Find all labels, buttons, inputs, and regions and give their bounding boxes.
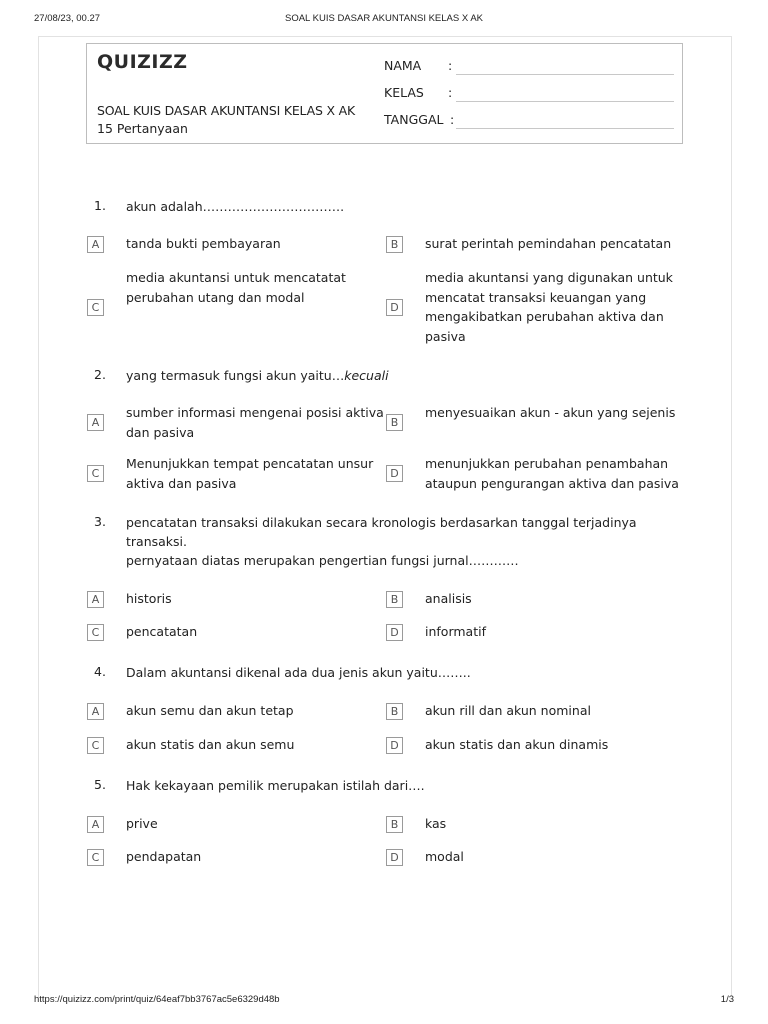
name-colon: : bbox=[448, 58, 453, 73]
option-b-text: menyesuaikan akun - akun yang sejenis bbox=[425, 405, 676, 420]
question-text bbox=[126, 366, 666, 385]
question-number: 4. bbox=[94, 664, 106, 679]
option-a-box[interactable]: A bbox=[87, 591, 104, 608]
option-d-box[interactable]: D bbox=[386, 624, 403, 641]
option-d-text: media akuntansi yang digunakan untuk mencatat transaksi keuangan yang mengakibatkan perubahan aktiva dan pasiva bbox=[425, 270, 673, 344]
quizizz-logo: QUIZIZZ bbox=[97, 51, 188, 73]
question-text: pencatatan transaksi dilakukan secara kronologis berdasarkan tanggal terjadinya transaksi. bbox=[126, 515, 637, 549]
print-title: SOAL KUIS DASAR AKUNTANSI KELAS X AK bbox=[285, 13, 483, 24]
option-b-box[interactable]: B bbox=[386, 703, 403, 720]
name-blank-line[interactable] bbox=[456, 74, 674, 75]
date-blank-line[interactable] bbox=[456, 128, 674, 129]
class-field bbox=[384, 85, 674, 103]
option-b-text: surat perintah pemindahan pencatatan bbox=[425, 236, 672, 251]
question-text-main: yang termasuk fungsi akun yaitu… bbox=[126, 368, 345, 383]
option-c-text: pendapatan bbox=[126, 849, 202, 864]
option-c-text: media akuntansi untuk mencatatat perubahan utang dan modal bbox=[126, 270, 346, 305]
option-a-text: historis bbox=[126, 591, 172, 606]
quiz-header-box bbox=[86, 43, 683, 144]
option-d-box[interactable]: D bbox=[386, 465, 403, 482]
option-b-text: akun rill dan akun nominal bbox=[425, 703, 591, 718]
option-c-text: Menunjukkan tempat pencatatan unsur aktiva dan pasiva bbox=[126, 456, 374, 491]
name-label: NAMA bbox=[384, 58, 422, 73]
option-d-text: menunjukkan perubahan penambahan ataupun pengurangan aktiva dan pasiva bbox=[425, 456, 679, 491]
option-a-box[interactable]: A bbox=[87, 703, 104, 720]
option-b-text: kas bbox=[425, 816, 447, 831]
option-c-box[interactable]: C bbox=[87, 299, 104, 316]
option-d-text: akun statis dan akun dinamis bbox=[425, 737, 609, 752]
class-label: KELAS bbox=[384, 85, 424, 100]
option-b-box[interactable]: B bbox=[386, 816, 403, 833]
option-d-text: informatif bbox=[425, 624, 486, 639]
question-text-line2: pernyataan diatas merupakan pengertian fungsi jurnal………… bbox=[126, 553, 519, 568]
question-text: Dalam akuntansi dikenal ada dua jenis akun yaitu…….. bbox=[126, 665, 471, 680]
option-d-box[interactable]: D bbox=[386, 849, 403, 866]
print-url: https://quizizz.com/print/quiz/64eaf7bb3767ac5e6329d48b bbox=[34, 994, 280, 1005]
question-number: 1. bbox=[94, 198, 106, 213]
class-colon: : bbox=[448, 85, 453, 100]
option-c-box[interactable]: C bbox=[87, 737, 104, 754]
option-a-box[interactable]: A bbox=[87, 816, 104, 833]
option-b-text: analisis bbox=[425, 591, 472, 606]
question-number: 5. bbox=[94, 777, 106, 792]
option-d-text: modal bbox=[425, 849, 464, 864]
option-d-box[interactable]: D bbox=[386, 299, 403, 316]
print-datetime: 27/08/23, 00.27 bbox=[34, 13, 101, 24]
option-a-text: sumber informasi mengenai posisi aktiva dan pasiva bbox=[126, 405, 384, 440]
option-b-box[interactable]: B bbox=[386, 414, 403, 431]
option-c-text: akun statis dan akun semu bbox=[126, 737, 295, 752]
print-page-number: 1/3 bbox=[720, 994, 734, 1005]
date-colon: : bbox=[450, 112, 455, 127]
option-a-box[interactable]: A bbox=[87, 414, 104, 431]
option-a-text: akun semu dan akun tetap bbox=[126, 703, 294, 718]
question-text: Hak kekayaan pemilik merupakan istilah dari…. bbox=[126, 778, 425, 793]
question-text-italic: kecuali bbox=[344, 368, 389, 383]
name-field bbox=[384, 58, 674, 76]
print-footer bbox=[0, 994, 768, 1010]
quiz-title: SOAL KUIS DASAR AKUNTANSI KELAS X AK bbox=[97, 103, 355, 118]
option-a-text: prive bbox=[126, 816, 158, 831]
question-number: 2. bbox=[94, 367, 106, 382]
option-a-box[interactable]: A bbox=[87, 236, 104, 253]
date-field bbox=[384, 112, 674, 130]
option-c-box[interactable]: C bbox=[87, 465, 104, 482]
print-header bbox=[0, 13, 768, 29]
option-b-box[interactable]: B bbox=[386, 591, 403, 608]
date-label: TANGGAL bbox=[384, 112, 444, 127]
option-b-box[interactable]: B bbox=[386, 236, 403, 253]
question-number: 3. bbox=[94, 514, 106, 529]
option-c-text: pencatatan bbox=[126, 624, 198, 639]
option-a-text: tanda bukti pembayaran bbox=[126, 236, 281, 251]
option-c-box[interactable]: C bbox=[87, 624, 104, 641]
option-c-box[interactable]: C bbox=[87, 849, 104, 866]
question-text: akun adalah……………………………. bbox=[126, 199, 345, 214]
option-d-box[interactable]: D bbox=[386, 737, 403, 754]
question-count: 15 Pertanyaan bbox=[97, 121, 188, 136]
class-blank-line[interactable] bbox=[456, 101, 674, 102]
